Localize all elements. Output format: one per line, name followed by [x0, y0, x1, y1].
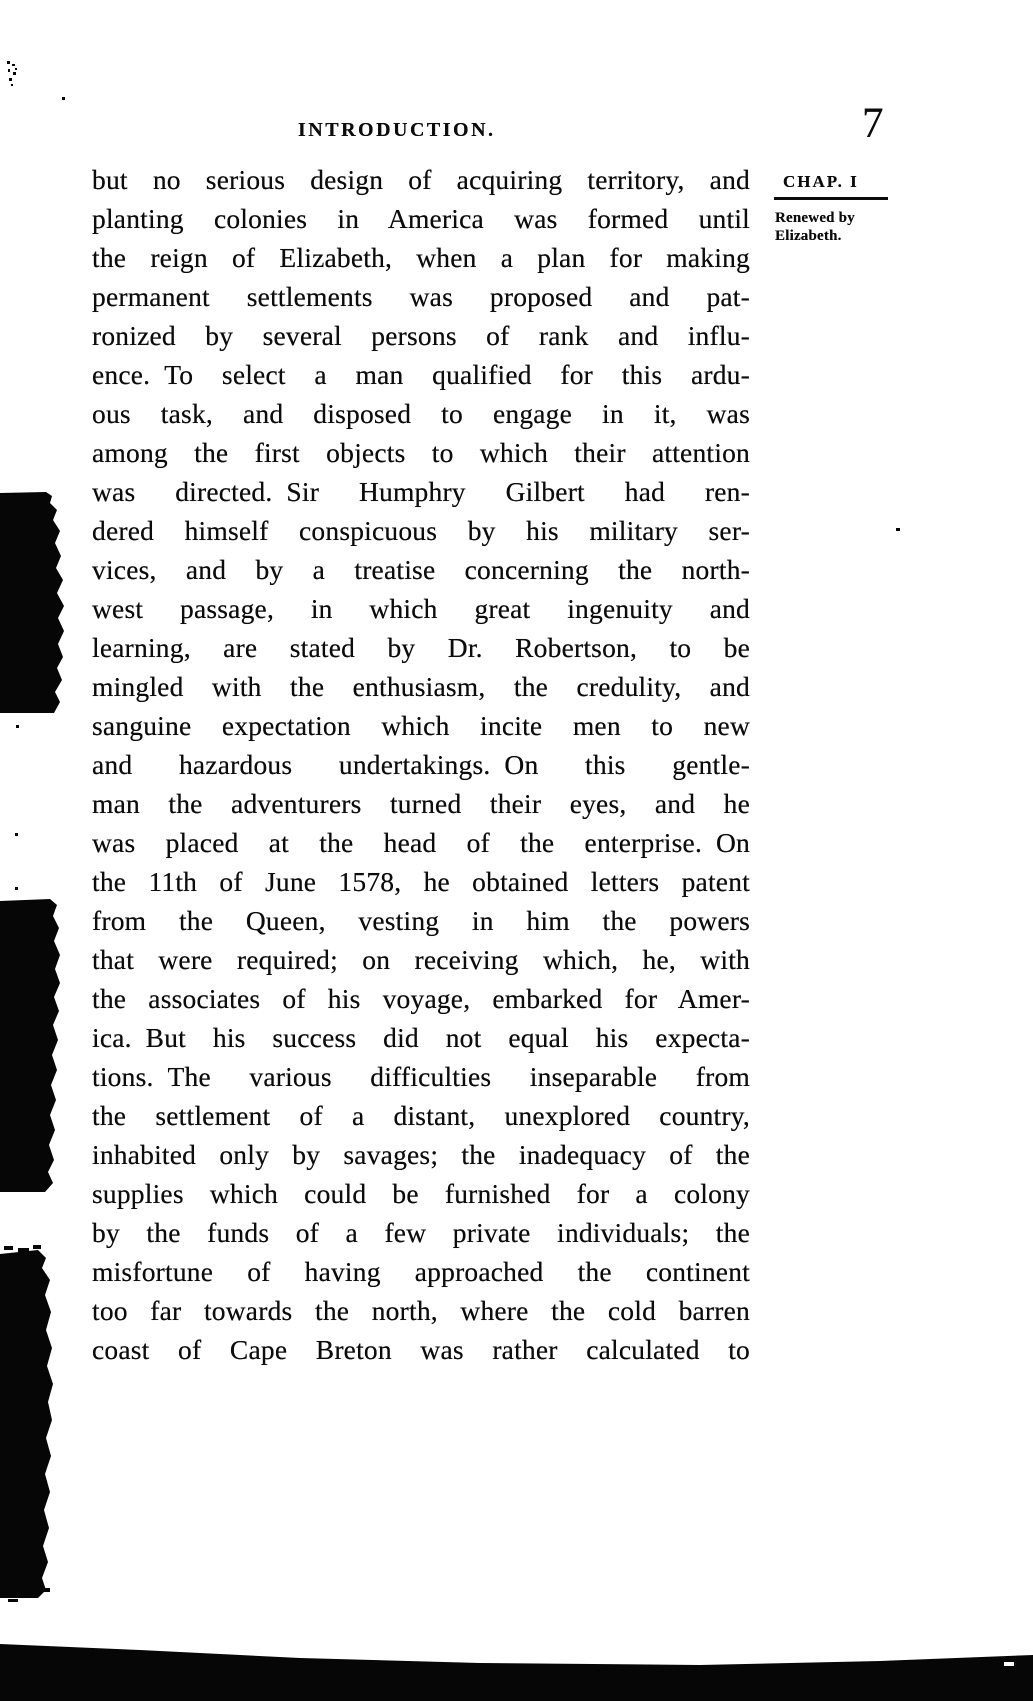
sidenote-note-line: Renewed by	[775, 210, 855, 226]
text-line: the reign of Elizabeth, when a plan for making	[92, 242, 750, 273]
text-line: that were required; on receiving which, he, with	[92, 944, 750, 975]
text-line: was directed. Sir Humphry Gilbert had ren-	[92, 476, 750, 507]
text-line: coast of Cape Breton was rather calculated to	[92, 1334, 750, 1365]
text-line: ence. To select a man qualified for this ardu-	[92, 359, 750, 390]
text-line: ica. But his success did not equal his expecta-	[92, 1022, 750, 1053]
sidenote-rule	[774, 197, 888, 200]
ink-blotch-3	[0, 1250, 53, 1598]
text-line: mingled with the enthusiasm, the credulity, and	[92, 671, 750, 702]
text-line: man the adventurers turned their eyes, and he	[92, 788, 750, 819]
text-line: learning, are stated by Dr. Robertson, to be	[92, 632, 750, 663]
text-line: but no serious design of acquiring territory, and	[92, 164, 750, 195]
text-line: among the first objects to which their attention	[92, 437, 750, 468]
sidenote-note-line: Elizabeth.	[775, 228, 842, 244]
ink-speckle-blotch3	[0, 1245, 50, 1602]
text-line: the associates of his voyage, embarked for Amer-	[92, 983, 750, 1014]
text-line: the settlement of a distant, unexplored country,	[92, 1100, 750, 1131]
running-head: INTRODUCTION.	[298, 119, 496, 141]
text-line: was placed at the head of the enterprise. On	[92, 827, 750, 858]
text-line: ronized by several persons of rank and influ-	[92, 320, 750, 351]
scan-bar-bottom	[0, 1644, 1033, 1701]
sidenote-chapter: CHAP. I	[783, 172, 859, 191]
text-line: ous task, and disposed to engage in it, was	[92, 398, 750, 429]
text-line: supplies which could be furnished for a colony	[92, 1178, 750, 1209]
page-number: 7	[862, 100, 884, 147]
text-line: and hazardous undertakings. On this gentle-	[92, 749, 750, 780]
text-line: permanent settlements was proposed and pat-	[92, 281, 750, 312]
text-line: tions. The various difficulties inseparable from	[92, 1061, 750, 1092]
text-column	[92, 160, 750, 1369]
text-line: misfortune of having approached the continent	[92, 1256, 750, 1287]
text-line: too far towards the north, where the cold barren	[92, 1295, 750, 1326]
scan-bar-nick	[1004, 1662, 1014, 1666]
ink-speckle-topleft	[7, 61, 65, 100]
text-line: planting colonies in America was formed until	[92, 203, 750, 234]
ink-blotch-2	[0, 899, 60, 1192]
text-line: from the Queen, vesting in him the powers	[92, 905, 750, 936]
text-line: sanguine expectation which incite men to new	[92, 710, 750, 741]
text-line: inhabited only by savages; the inadequacy of the	[92, 1139, 750, 1170]
ink-blotch-1	[0, 492, 64, 713]
text-line: by the funds of a few private individuals; the	[92, 1217, 750, 1248]
text-line: the 11th of June 1578, he obtained letters patent	[92, 866, 750, 897]
sidenote-note	[775, 209, 855, 245]
text-line: dered himself conspicuous by his military ser-	[92, 515, 750, 546]
text-line: vices, and by a treatise concerning the north-	[92, 554, 750, 585]
text-line: west passage, in which great ingenuity and	[92, 593, 750, 624]
